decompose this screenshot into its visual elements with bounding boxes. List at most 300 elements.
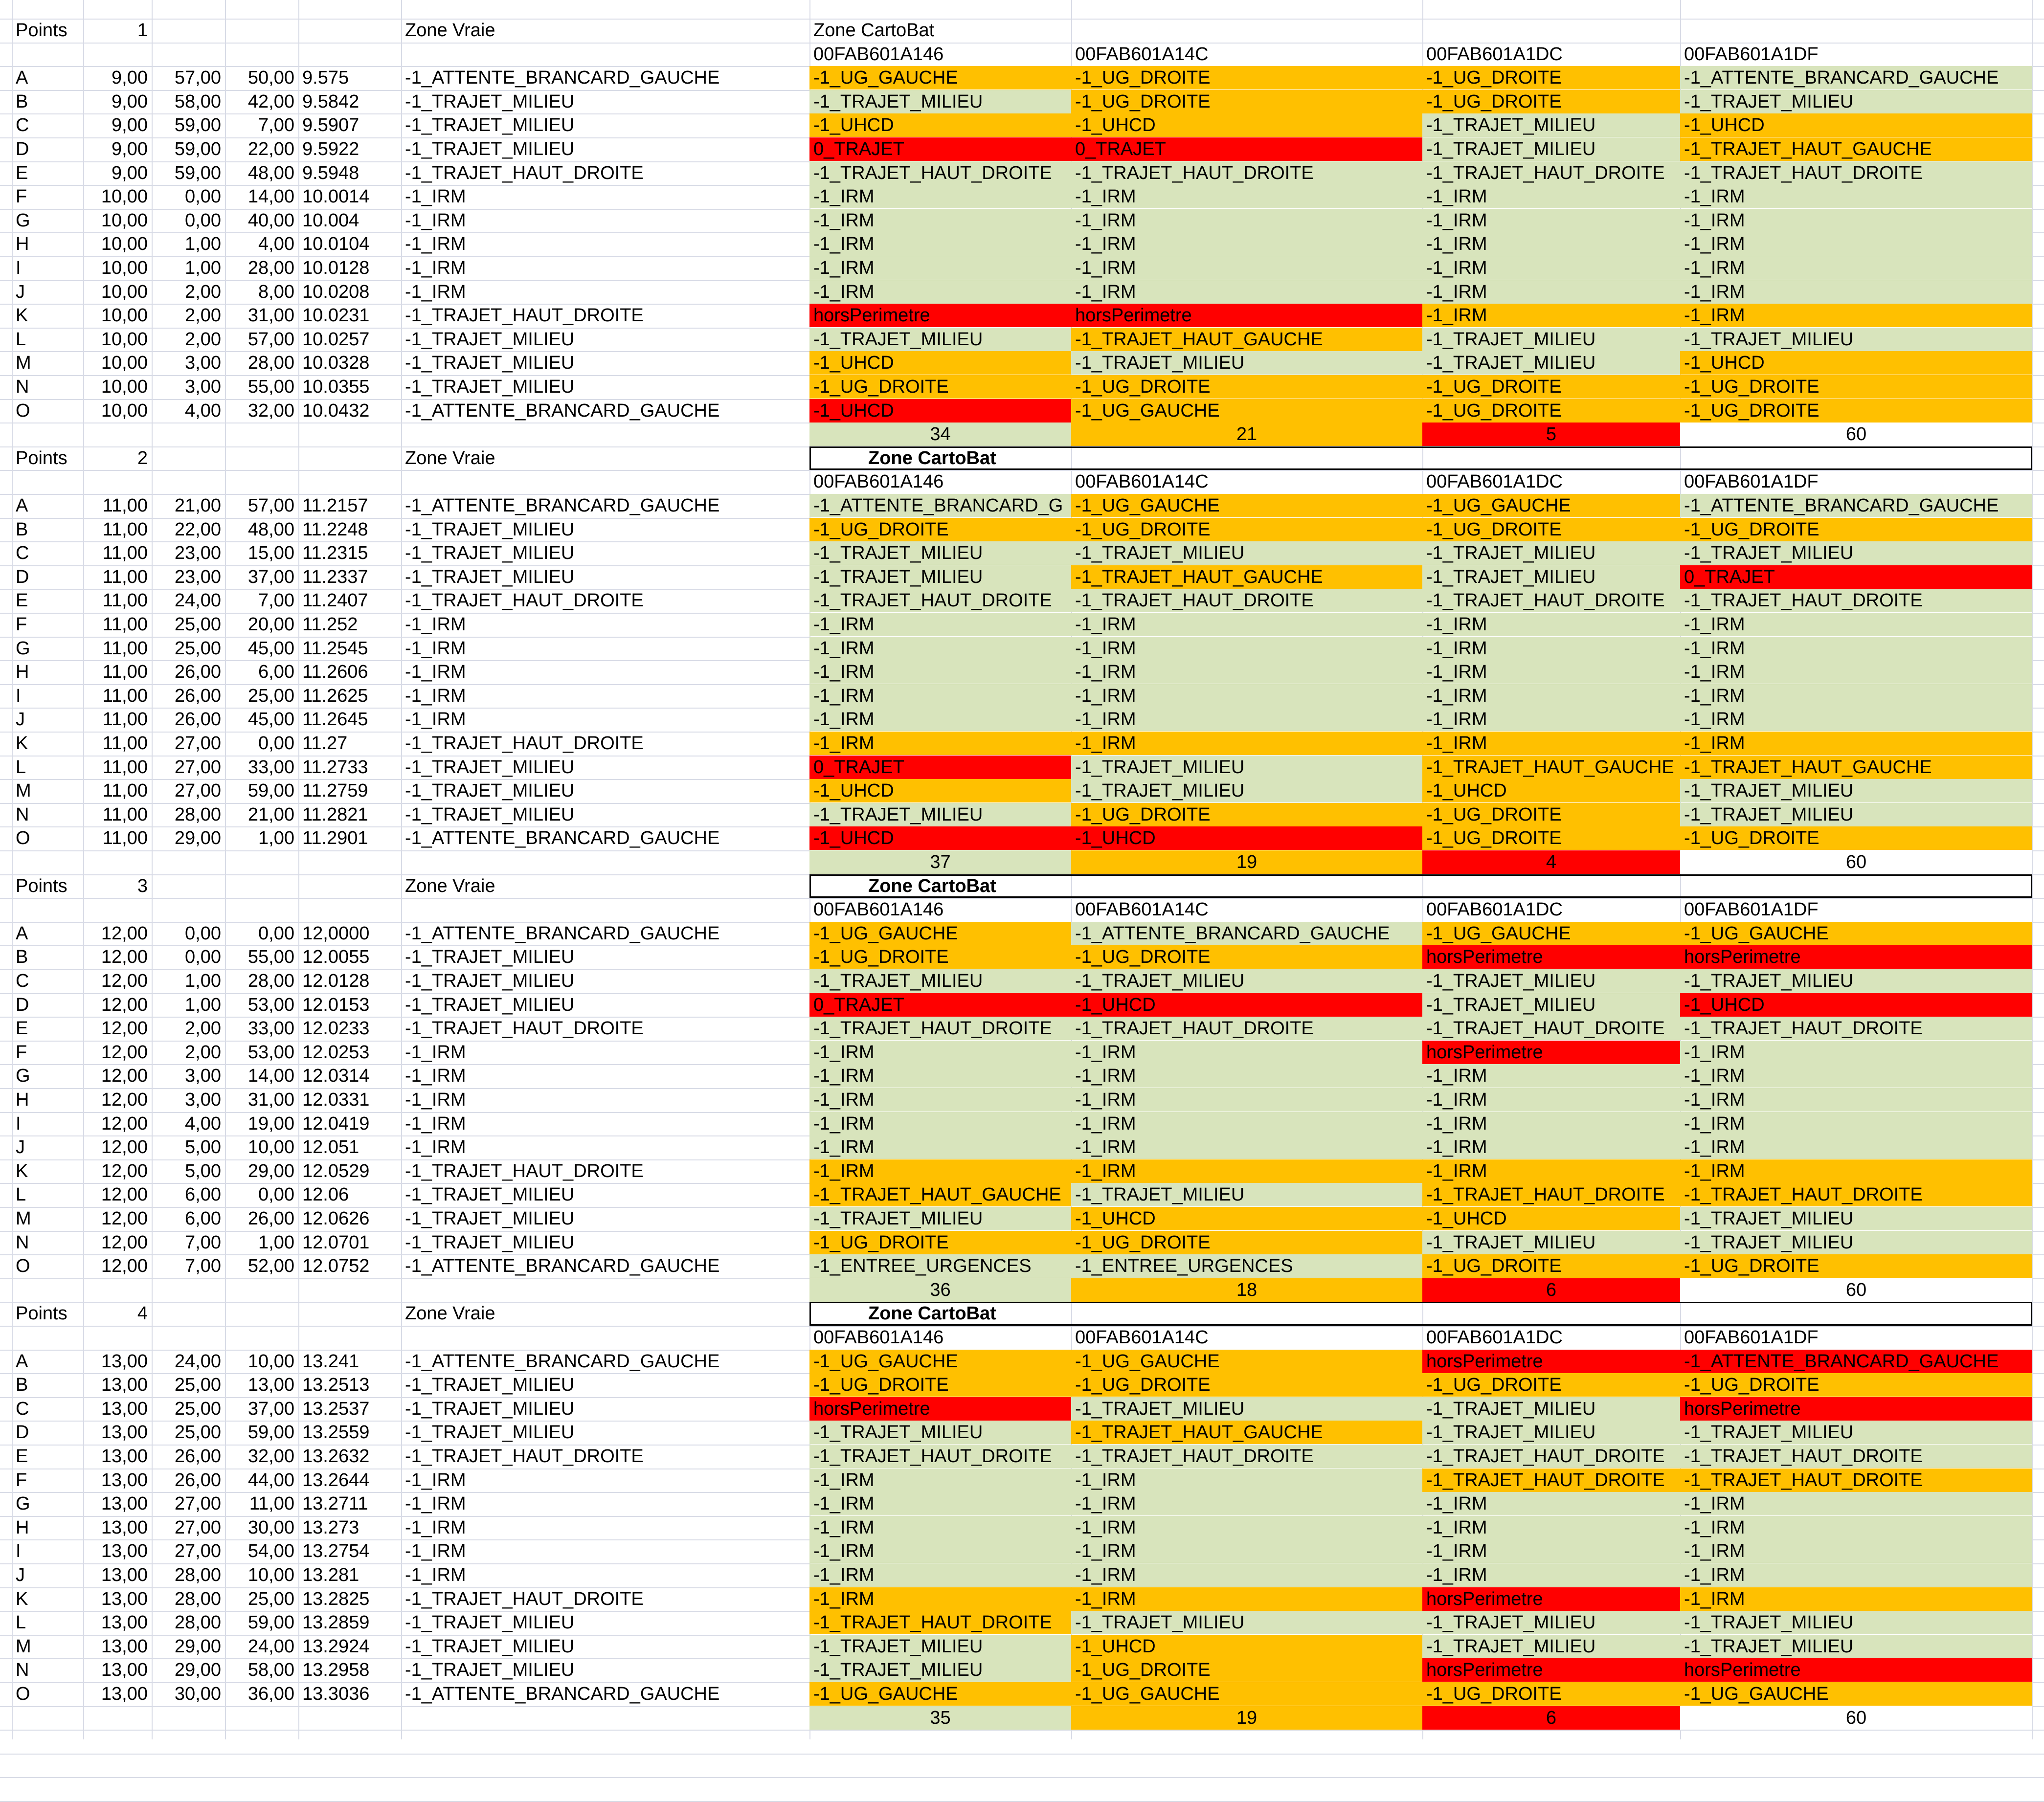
device-header[interactable]: 00FAB601A1DF xyxy=(1684,471,1819,492)
cartobat-cell[interactable]: -1_IRM xyxy=(1422,1159,1680,1183)
second-cell[interactable]: 48,00 xyxy=(247,519,294,540)
minute-cell[interactable]: 23,00 xyxy=(174,543,221,564)
zone-vraie-cell[interactable]: -1_ATTENTE_BRANCARD_GAUCHE xyxy=(405,495,720,516)
second-cell[interactable]: 30,00 xyxy=(247,1517,294,1538)
time-cell[interactable]: 10.0208 xyxy=(302,281,370,302)
second-cell[interactable]: 48,00 xyxy=(247,162,294,183)
cartobat-cell[interactable]: -1_UHCD xyxy=(1680,993,2032,1017)
cartobat-cell[interactable]: -1_TRAJET_MILIEU xyxy=(1680,779,2032,802)
hour-cell[interactable]: 13,00 xyxy=(101,1541,148,1562)
time-cell[interactable]: 9.5922 xyxy=(302,139,359,159)
cartobat-cell[interactable]: -1_IRM xyxy=(1680,660,2032,684)
time-cell[interactable]: 12.0331 xyxy=(302,1090,370,1110)
cartobat-cell[interactable]: -1_UG_DROITE xyxy=(1680,518,2032,541)
time-cell[interactable]: 13.281 xyxy=(302,1565,359,1585)
time-cell[interactable]: 13.2924 xyxy=(302,1636,370,1657)
minute-cell[interactable]: 27,00 xyxy=(174,780,221,801)
total-cell[interactable]: 34 xyxy=(809,423,1071,446)
point-id[interactable]: I xyxy=(16,1541,21,1562)
zone-vraie-cell[interactable]: -1_TRAJET_MILIEU xyxy=(405,994,575,1015)
hour-cell[interactable]: 11,00 xyxy=(102,638,148,659)
minute-cell[interactable]: 24,00 xyxy=(174,590,221,611)
cartobat-cell[interactable]: -1_IRM xyxy=(809,185,1071,208)
cartobat-cell[interactable]: -1_UG_DROITE xyxy=(1071,1373,1422,1397)
minute-cell[interactable]: 58,00 xyxy=(174,91,221,112)
second-cell[interactable]: 28,00 xyxy=(247,971,294,991)
cartobat-cell[interactable]: -1_UHCD xyxy=(809,826,1071,850)
cartobat-cell[interactable]: -1_TRAJET_MILIEU xyxy=(1422,351,1680,375)
cartobat-cell[interactable]: -1_TRAJET_MILIEU xyxy=(1680,1231,2032,1254)
second-cell[interactable]: 45,00 xyxy=(247,638,294,659)
point-id[interactable]: G xyxy=(16,210,30,231)
cartobat-cell[interactable]: -1_IRM xyxy=(1422,684,1680,708)
point-id[interactable]: C xyxy=(16,543,29,564)
hour-cell[interactable]: 10,00 xyxy=(101,186,148,207)
second-cell[interactable]: 19,00 xyxy=(247,1113,294,1134)
zone-vraie-cell[interactable]: -1_TRAJET_MILIEU xyxy=(405,1612,575,1633)
point-id[interactable]: M xyxy=(16,1636,31,1657)
cartobat-cell[interactable]: -1_IRM xyxy=(809,209,1071,232)
second-cell[interactable]: 20,00 xyxy=(247,614,294,635)
cartobat-cell[interactable]: -1_IRM xyxy=(1680,1539,2032,1563)
cartobat-cell[interactable]: -1_TRAJET_HAUT_GAUCHE xyxy=(809,1183,1071,1206)
hour-cell[interactable]: 12,00 xyxy=(101,1184,148,1205)
minute-cell[interactable]: 29,00 xyxy=(174,1660,221,1681)
time-cell[interactable]: 11.2248 xyxy=(302,519,368,540)
cartobat-cell[interactable]: -1_TRAJET_HAUT_DROITE xyxy=(809,1611,1071,1634)
minute-cell[interactable]: 2,00 xyxy=(185,281,221,302)
zone-vraie-cell[interactable]: -1_IRM xyxy=(405,1517,466,1538)
cartobat-cell[interactable]: 0_TRAJET xyxy=(1680,565,2032,589)
second-cell[interactable]: 50,00 xyxy=(247,67,294,89)
time-cell[interactable]: 13.2632 xyxy=(302,1446,370,1467)
zone-vraie-cell[interactable]: -1_ATTENTE_BRANCARD_GAUCHE xyxy=(405,1684,720,1704)
cartobat-cell[interactable]: -1_IRM xyxy=(1422,185,1680,208)
point-id[interactable]: J xyxy=(16,709,25,730)
point-id[interactable]: F xyxy=(16,614,27,635)
minute-cell[interactable]: 6,00 xyxy=(185,1184,221,1205)
cartobat-cell[interactable]: -1_TRAJET_MILIEU xyxy=(1422,969,1680,993)
hour-cell[interactable]: 13,00 xyxy=(101,1636,148,1657)
time-cell[interactable]: 12.0128 xyxy=(302,971,370,991)
cartobat-cell[interactable]: -1_IRM xyxy=(809,280,1071,304)
second-cell[interactable]: 4,00 xyxy=(258,234,294,255)
time-cell[interactable]: 11.252 xyxy=(302,614,358,635)
cartobat-cell[interactable]: -1_UG_DROITE xyxy=(809,518,1071,541)
total-cell[interactable]: 60 xyxy=(1680,423,2032,446)
second-cell[interactable]: 44,00 xyxy=(247,1469,294,1491)
hour-cell[interactable]: 11,00 xyxy=(102,733,148,754)
cartobat-cell[interactable]: -1_IRM xyxy=(1422,1492,1680,1515)
total-cell[interactable]: 18 xyxy=(1071,1278,1422,1302)
zone-vraie-cell[interactable]: -1_IRM xyxy=(405,1113,466,1134)
total-cell[interactable]: 6 xyxy=(1422,1706,1680,1730)
cartobat-cell[interactable]: -1_IRM xyxy=(1422,708,1680,731)
cartobat-cell[interactable]: -1_TRAJET_HAUT_DROITE xyxy=(1680,589,2032,612)
cartobat-cell[interactable]: 0_TRAJET xyxy=(1071,137,1422,161)
hour-cell[interactable]: 12,00 xyxy=(101,1066,148,1087)
zone-vraie-cell[interactable]: -1_TRAJET_HAUT_DROITE xyxy=(405,1446,644,1467)
second-cell[interactable]: 10,00 xyxy=(247,1137,294,1158)
cartobat-cell[interactable]: -1_TRAJET_MILIEU xyxy=(1071,1183,1422,1206)
cartobat-cell[interactable]: -1_IRM xyxy=(809,1563,1071,1587)
hour-cell[interactable]: 11,00 xyxy=(102,828,148,849)
cartobat-cell[interactable]: -1_IRM xyxy=(809,1539,1071,1563)
second-cell[interactable]: 24,00 xyxy=(247,1636,294,1657)
total-cell[interactable]: 37 xyxy=(809,850,1071,874)
time-cell[interactable]: 11.2733 xyxy=(302,756,368,778)
point-id[interactable]: N xyxy=(16,804,29,825)
cartobat-cell[interactable]: -1_IRM xyxy=(1422,1563,1680,1587)
minute-cell[interactable]: 0,00 xyxy=(185,947,221,968)
zone-vraie-cell[interactable]: -1_TRAJET_MILIEU xyxy=(405,139,575,159)
cartobat-cell[interactable]: -1_UG_DROITE xyxy=(1071,803,1422,826)
cartobat-cell[interactable]: -1_ATTENTE_BRANCARD_GAUCHE xyxy=(1680,66,2032,89)
point-id[interactable]: E xyxy=(16,1446,28,1467)
hour-cell[interactable]: 12,00 xyxy=(101,1232,148,1253)
cartobat-cell[interactable]: -1_UG_DROITE xyxy=(1071,945,1422,969)
cartobat-cell[interactable]: -1_TRAJET_MILIEU xyxy=(1680,1635,2032,1658)
point-id[interactable]: A xyxy=(16,67,28,89)
point-id[interactable]: B xyxy=(16,91,28,112)
time-cell[interactable]: 10.0014 xyxy=(302,186,370,207)
cartobat-cell[interactable]: -1_TRAJET_HAUT_GAUCHE xyxy=(1680,137,2032,161)
point-id[interactable]: N xyxy=(16,377,29,397)
hour-cell[interactable]: 10,00 xyxy=(101,353,148,374)
cartobat-cell[interactable]: -1_IRM xyxy=(1680,185,2032,208)
cartobat-cell[interactable]: -1_IRM xyxy=(1680,1041,2032,1064)
time-cell[interactable]: 11.2901 xyxy=(302,828,368,849)
cartobat-cell[interactable]: -1_IRM xyxy=(1422,280,1680,304)
device-header[interactable]: 00FAB601A146 xyxy=(813,44,944,65)
cartobat-cell[interactable]: horsPerimetre xyxy=(1680,1397,2032,1421)
point-id[interactable]: I xyxy=(16,1113,21,1134)
cartobat-cell[interactable]: -1_TRAJET_MILIEU xyxy=(1422,1397,1680,1421)
time-cell[interactable]: 11.2759 xyxy=(302,780,368,801)
cartobat-cell[interactable]: -1_TRAJET_MILIEU xyxy=(1680,1421,2032,1444)
cartobat-cell[interactable]: -1_IRM xyxy=(1071,209,1422,232)
point-id[interactable]: K xyxy=(16,305,28,326)
second-cell[interactable]: 55,00 xyxy=(247,947,294,968)
cartobat-cell[interactable]: -1_IRM xyxy=(1071,1492,1422,1515)
hour-cell[interactable]: 13,00 xyxy=(101,1375,148,1396)
cartobat-cell[interactable]: -1_IRM xyxy=(809,1468,1071,1492)
time-cell[interactable]: 11.2625 xyxy=(302,685,368,706)
cartobat-cell[interactable]: -1_IRM xyxy=(1071,1468,1422,1492)
device-header[interactable]: 00FAB601A14C xyxy=(1075,471,1209,492)
cartobat-cell[interactable]: -1_IRM xyxy=(1071,1112,1422,1135)
cartobat-cell[interactable]: -1_IRM xyxy=(809,732,1071,755)
cartobat-cell[interactable]: -1_IRM xyxy=(809,1135,1071,1159)
cartobat-cell[interactable]: -1_TRAJET_MILIEU xyxy=(1422,565,1680,589)
cartobat-cell[interactable]: -1_UG_DROITE xyxy=(1071,90,1422,113)
total-cell[interactable]: 60 xyxy=(1680,1706,2032,1730)
hour-cell[interactable]: 12,00 xyxy=(101,971,148,991)
second-cell[interactable]: 32,00 xyxy=(247,400,294,421)
cartobat-cell[interactable]: -1_IRM xyxy=(1422,1064,1680,1088)
zone-vraie-cell[interactable]: -1_TRAJET_MILIEU xyxy=(405,804,575,825)
cartobat-cell[interactable]: horsPerimetre xyxy=(1422,1587,1680,1611)
total-cell[interactable]: 60 xyxy=(1680,1278,2032,1302)
second-cell[interactable]: 55,00 xyxy=(247,377,294,397)
second-cell[interactable]: 1,00 xyxy=(258,828,294,849)
cartobat-cell[interactable]: -1_UG_DROITE xyxy=(1422,803,1680,826)
point-id[interactable]: A xyxy=(16,1351,28,1372)
total-cell[interactable]: 4 xyxy=(1422,850,1680,874)
minute-cell[interactable]: 7,00 xyxy=(185,1232,221,1253)
cartobat-cell[interactable]: -1_TRAJET_HAUT_DROITE xyxy=(1422,1468,1680,1492)
cartobat-cell[interactable]: 0_TRAJET xyxy=(809,993,1071,1017)
cartobat-cell[interactable]: -1_TRAJET_MILIEU xyxy=(1680,1207,2032,1230)
cartobat-cell[interactable]: -1_IRM xyxy=(1680,1088,2032,1112)
minute-cell[interactable]: 25,00 xyxy=(174,1398,221,1419)
point-id[interactable]: I xyxy=(16,258,21,278)
zone-vraie-cell[interactable]: -1_TRAJET_HAUT_DROITE xyxy=(405,305,644,326)
cartobat-cell[interactable]: -1_IRM xyxy=(1680,1159,2032,1183)
cartobat-cell[interactable]: -1_TRAJET_HAUT_DROITE xyxy=(1071,1017,1422,1040)
second-cell[interactable]: 14,00 xyxy=(247,186,294,207)
cartobat-cell[interactable]: -1_TRAJET_MILIEU xyxy=(1680,328,2032,351)
time-cell[interactable]: 11.2337 xyxy=(302,566,368,587)
cartobat-cell[interactable]: -1_UG_GAUCHE xyxy=(1422,494,1680,517)
cartobat-cell[interactable]: -1_UG_DROITE xyxy=(1422,518,1680,541)
point-id[interactable]: E xyxy=(16,590,28,611)
zone-vraie-cell[interactable]: -1_TRAJET_HAUT_DROITE xyxy=(405,1588,644,1609)
zone-vraie-cell[interactable]: -1_ATTENTE_BRANCARD_GAUCHE xyxy=(405,67,720,89)
cartobat-cell[interactable]: -1_TRAJET_MILIEU xyxy=(1422,113,1680,137)
time-cell[interactable]: 12.0314 xyxy=(302,1066,370,1087)
point-id[interactable]: C xyxy=(16,1398,29,1419)
cartobat-cell[interactable]: -1_TRAJET_HAUT_DROITE xyxy=(809,589,1071,612)
time-cell[interactable]: 12.051 xyxy=(302,1137,359,1158)
cartobat-cell[interactable]: -1_TRAJET_HAUT_GAUCHE xyxy=(1422,756,1680,779)
device-header[interactable]: 00FAB601A1DC xyxy=(1426,1327,1563,1348)
second-cell[interactable]: 37,00 xyxy=(247,566,294,587)
cartobat-cell[interactable]: horsPerimetre xyxy=(1680,945,2032,969)
cartobat-cell[interactable]: -1_IRM xyxy=(1071,613,1422,636)
point-id[interactable]: D xyxy=(16,1422,29,1443)
second-cell[interactable]: 0,00 xyxy=(258,923,294,944)
time-cell[interactable]: 12.0055 xyxy=(302,947,370,968)
cartobat-cell[interactable]: -1_IRM xyxy=(809,1492,1071,1515)
time-cell[interactable]: 11.2315 xyxy=(302,543,368,564)
total-cell[interactable]: 36 xyxy=(809,1278,1071,1302)
cartobat-cell[interactable]: -1_TRAJET_MILIEU xyxy=(809,1207,1071,1230)
cartobat-cell[interactable]: -1_IRM xyxy=(1071,1563,1422,1587)
hour-cell[interactable]: 11,00 xyxy=(102,804,148,825)
cartobat-cell[interactable]: -1_TRAJET_HAUT_DROITE xyxy=(1422,1183,1680,1206)
cartobat-cell[interactable]: -1_IRM xyxy=(809,684,1071,708)
zone-vraie-cell[interactable]: -1_TRAJET_MILIEU xyxy=(405,1660,575,1681)
minute-cell[interactable]: 25,00 xyxy=(174,1422,221,1443)
cartobat-cell[interactable]: -1_TRAJET_MILIEU xyxy=(1422,1231,1680,1254)
time-cell[interactable]: 10.0328 xyxy=(302,353,370,374)
time-cell[interactable]: 13.2754 xyxy=(302,1541,370,1562)
zone-cartobat-label[interactable]: Zone CartoBat xyxy=(868,1303,996,1324)
cartobat-cell[interactable]: -1_TRAJET_MILIEU xyxy=(1422,1421,1680,1444)
cartobat-cell[interactable]: -1_UHCD xyxy=(1071,826,1422,850)
minute-cell[interactable]: 5,00 xyxy=(185,1160,221,1181)
minute-cell[interactable]: 3,00 xyxy=(185,377,221,397)
hour-cell[interactable]: 9,00 xyxy=(112,115,148,136)
point-id[interactable]: A xyxy=(16,495,28,516)
hour-cell[interactable]: 11,00 xyxy=(102,756,148,778)
time-cell[interactable]: 12.0233 xyxy=(302,1018,370,1039)
hour-cell[interactable]: 11,00 xyxy=(102,662,148,683)
point-id[interactable]: J xyxy=(16,1565,25,1585)
total-cell[interactable]: 60 xyxy=(1680,850,2032,874)
hour-cell[interactable]: 13,00 xyxy=(101,1446,148,1467)
minute-cell[interactable]: 29,00 xyxy=(174,1636,221,1657)
cartobat-cell[interactable]: -1_IRM xyxy=(1422,256,1680,280)
hour-cell[interactable]: 12,00 xyxy=(101,994,148,1015)
second-cell[interactable]: 32,00 xyxy=(247,1446,294,1467)
cartobat-cell[interactable]: -1_TRAJET_MILIEU xyxy=(1071,541,1422,565)
cartobat-cell[interactable]: -1_TRAJET_MILIEU xyxy=(1422,1611,1680,1634)
cartobat-cell[interactable]: -1_IRM xyxy=(1680,637,2032,660)
cartobat-cell[interactable]: -1_IRM xyxy=(1680,684,2032,708)
zone-vraie-cell[interactable]: -1_TRAJET_MILIEU xyxy=(405,91,575,112)
points-label[interactable]: Points xyxy=(16,20,67,41)
second-cell[interactable]: 37,00 xyxy=(247,1398,294,1419)
cartobat-cell[interactable]: -1_UG_GAUCHE xyxy=(1680,1682,2032,1706)
cartobat-cell[interactable]: -1_TRAJET_MILIEU xyxy=(1680,1611,2032,1634)
minute-cell[interactable]: 59,00 xyxy=(174,162,221,183)
points-label[interactable]: Points xyxy=(16,1303,67,1324)
cartobat-cell[interactable]: -1_UHCD xyxy=(1071,993,1422,1017)
time-cell[interactable]: 9.575 xyxy=(302,67,349,89)
time-cell[interactable]: 13.2711 xyxy=(302,1493,368,1514)
second-cell[interactable]: 45,00 xyxy=(247,709,294,730)
cartobat-cell[interactable]: -1_UG_DROITE xyxy=(1071,1231,1422,1254)
cartobat-cell[interactable]: -1_UHCD xyxy=(809,113,1071,137)
point-id[interactable]: J xyxy=(16,1137,25,1158)
cartobat-cell[interactable]: -1_IRM xyxy=(1422,613,1680,636)
point-id[interactable]: L xyxy=(16,1184,26,1205)
time-cell[interactable]: 9.5948 xyxy=(302,162,359,183)
cartobat-cell[interactable]: -1_TRAJET_MILIEU xyxy=(1680,541,2032,565)
cartobat-cell[interactable]: horsPerimetre xyxy=(1680,1658,2032,1682)
zone-vraie-cell[interactable]: -1_TRAJET_MILIEU xyxy=(405,1232,575,1253)
cartobat-cell[interactable]: -1_TRAJET_HAUT_DROITE xyxy=(1680,1468,2032,1492)
hour-cell[interactable]: 10,00 xyxy=(101,377,148,397)
hour-cell[interactable]: 11,00 xyxy=(102,614,148,635)
cartobat-cell[interactable]: -1_ATTENTE_BRANCARD_GAUCHE xyxy=(1680,494,2032,517)
cartobat-cell[interactable]: -1_IRM xyxy=(809,1587,1071,1611)
minute-cell[interactable]: 5,00 xyxy=(185,1137,221,1158)
time-cell[interactable]: 13.2825 xyxy=(302,1588,370,1609)
minute-cell[interactable]: 2,00 xyxy=(185,305,221,326)
zone-vraie-cell[interactable]: -1_TRAJET_MILIEU xyxy=(405,353,575,374)
point-id[interactable]: F xyxy=(16,186,27,207)
cartobat-cell[interactable]: -1_IRM xyxy=(1680,1516,2032,1539)
hour-cell[interactable]: 13,00 xyxy=(101,1398,148,1419)
cartobat-cell[interactable]: -1_TRAJET_HAUT_GAUCHE xyxy=(1071,328,1422,351)
second-cell[interactable]: 28,00 xyxy=(247,353,294,374)
cartobat-cell[interactable]: -1_IRM xyxy=(1422,637,1680,660)
second-cell[interactable]: 14,00 xyxy=(247,1066,294,1087)
minute-cell[interactable]: 1,00 xyxy=(185,994,221,1015)
hour-cell[interactable]: 10,00 xyxy=(101,329,148,350)
minute-cell[interactable]: 28,00 xyxy=(174,1612,221,1633)
cartobat-cell[interactable]: horsPerimetre xyxy=(1422,945,1680,969)
cartobat-cell[interactable]: -1_ENTREE_URGENCES xyxy=(1071,1254,1422,1278)
second-cell[interactable]: 59,00 xyxy=(247,1422,294,1443)
minute-cell[interactable]: 25,00 xyxy=(174,1375,221,1396)
cartobat-cell[interactable]: -1_IRM xyxy=(1422,1539,1680,1563)
cartobat-cell[interactable]: -1_TRAJET_MILIEU xyxy=(1422,137,1680,161)
second-cell[interactable]: 31,00 xyxy=(247,1090,294,1110)
cartobat-cell[interactable]: -1_UG_DROITE xyxy=(809,375,1071,399)
point-id[interactable]: G xyxy=(16,1493,30,1514)
zone-vraie-cell[interactable]: -1_IRM xyxy=(405,1541,466,1562)
cartobat-cell[interactable]: -1_IRM xyxy=(1071,185,1422,208)
point-id[interactable]: E xyxy=(16,1018,28,1039)
cartobat-cell[interactable]: -1_IRM xyxy=(1071,1539,1422,1563)
zone-vraie-cell[interactable]: -1_IRM xyxy=(405,1565,466,1585)
total-cell[interactable]: 6 xyxy=(1422,1278,1680,1302)
second-cell[interactable]: 59,00 xyxy=(247,1612,294,1633)
minute-cell[interactable]: 27,00 xyxy=(174,733,221,754)
cartobat-cell[interactable]: -1_UG_DROITE xyxy=(1071,518,1422,541)
point-id[interactable]: K xyxy=(16,1588,28,1609)
cartobat-cell[interactable]: -1_TRAJET_HAUT_DROITE xyxy=(1422,589,1680,612)
cartobat-cell[interactable]: -1_IRM xyxy=(1680,304,2032,327)
hour-cell[interactable]: 9,00 xyxy=(112,139,148,159)
cartobat-cell[interactable]: -1_IRM xyxy=(1422,1516,1680,1539)
time-cell[interactable]: 13.2537 xyxy=(302,1398,370,1419)
device-header[interactable]: 00FAB601A1DF xyxy=(1684,899,1819,920)
second-cell[interactable]: 26,00 xyxy=(247,1208,294,1229)
cartobat-cell[interactable]: -1_TRAJET_HAUT_DROITE xyxy=(1680,1445,2032,1468)
cartobat-cell[interactable]: -1_IRM xyxy=(1680,708,2032,731)
cartobat-cell[interactable]: -1_IRM xyxy=(809,256,1071,280)
time-cell[interactable]: 13.2958 xyxy=(302,1660,370,1681)
time-cell[interactable]: 10.004 xyxy=(302,210,359,231)
minute-cell[interactable]: 24,00 xyxy=(174,1351,221,1372)
cartobat-cell[interactable]: -1_IRM xyxy=(1680,232,2032,256)
second-cell[interactable]: 22,00 xyxy=(247,139,294,159)
zone-vraie-cell[interactable]: -1_TRAJET_MILIEU xyxy=(405,377,575,397)
cartobat-cell[interactable]: -1_ATTENTE_BRANCARD_G xyxy=(809,494,1071,517)
zone-vraie-cell[interactable]: -1_TRAJET_MILIEU xyxy=(405,780,575,801)
second-cell[interactable]: 7,00 xyxy=(258,590,294,611)
minute-cell[interactable]: 27,00 xyxy=(174,1517,221,1538)
point-id[interactable]: G xyxy=(16,1066,30,1087)
hour-cell[interactable]: 10,00 xyxy=(101,210,148,231)
second-cell[interactable]: 13,00 xyxy=(247,1375,294,1396)
device-header[interactable]: 00FAB601A14C xyxy=(1075,1327,1209,1348)
cartobat-cell[interactable]: -1_IRM xyxy=(1680,732,2032,755)
point-id[interactable]: O xyxy=(16,828,30,849)
second-cell[interactable]: 15,00 xyxy=(247,543,294,564)
time-cell[interactable]: 12.0529 xyxy=(302,1160,370,1181)
cartobat-cell[interactable]: -1_TRAJET_MILIEU xyxy=(1422,993,1680,1017)
point-id[interactable]: D xyxy=(16,994,29,1015)
second-cell[interactable]: 33,00 xyxy=(247,1018,294,1039)
cartobat-cell[interactable]: -1_IRM xyxy=(1071,280,1422,304)
time-cell[interactable]: 12.0253 xyxy=(302,1042,370,1063)
cartobat-cell[interactable]: -1_IRM xyxy=(1422,304,1680,327)
minute-cell[interactable]: 25,00 xyxy=(174,638,221,659)
zone-vraie-cell[interactable]: -1_IRM xyxy=(405,258,466,278)
cartobat-cell[interactable]: -1_UG_GAUCHE xyxy=(1680,922,2032,945)
cartobat-cell[interactable]: horsPerimetre xyxy=(1071,304,1422,327)
hour-cell[interactable]: 13,00 xyxy=(101,1612,148,1633)
cartobat-cell[interactable]: -1_IRM xyxy=(1071,1159,1422,1183)
cartobat-cell[interactable]: -1_TRAJET_HAUT_GAUCHE xyxy=(1071,1421,1422,1444)
second-cell[interactable]: 57,00 xyxy=(247,329,294,350)
